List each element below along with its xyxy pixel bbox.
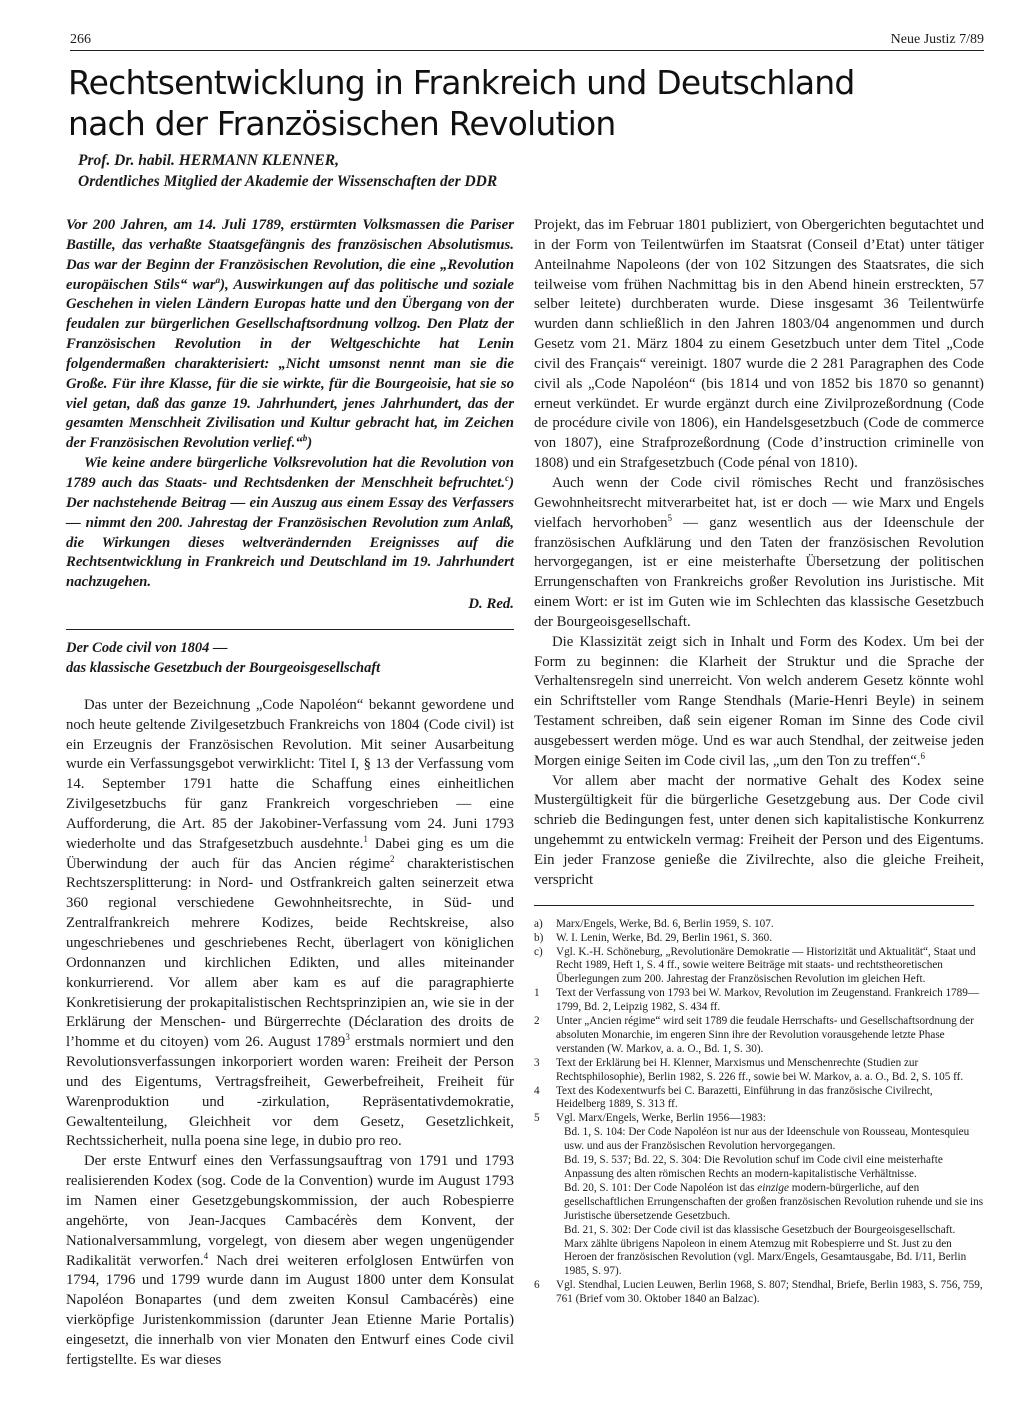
author-affiliation: Ordentliches Mitglied der Akademie der Wissenschaften der DDR xyxy=(78,173,498,190)
body-paragraph-5: Die Klassizität zeigt sich in Inhalt und Form des Kodex. Um bei der Form zu beginnen: die Klarheit der Struktur und die Sprache der Verhaltensregeln sind unerreicht. Von welch anderem Gesetz könnte wohl ein Schriftsteller vom Range Stendhals (Marie-Henri Beyle) in seinem Testament schreiben, daß sein eigener Roman im Sinne des Code civil ausgebessert werden möge. Und es war auch Stendhal, der zeitweise jeden Morgen einige Seiten im Code civil las, „um den Ton zu treffen“.$^6$ xyxy=(534,633,984,769)
footnote-2: 2 Unter „Ancien régime“ wird seit 1789 die feudale Herrschafts- und Gesellschaftsordnung der absoluten Monarchie, im engeren Sinn ihre der Revolution vorausgehende letzte Phase verstanden (W. Markov, a. a. O., Bd. 1, S. 30). xyxy=(534,1015,974,1055)
footnote-ref-5: 5 xyxy=(667,512,673,523)
editorial-intro xyxy=(66,216,514,615)
footnote-ref-1: 1 xyxy=(363,833,368,844)
footnote-ref-4: 4 xyxy=(203,1250,209,1261)
page-number: 266 xyxy=(70,32,91,47)
page-header xyxy=(70,28,984,50)
footnote-5-item: Bd. 20, S. 101: Der Code Napoléon ist das einzige modern-bürgerliche, auf den gesellschaftlichen Errungenschaften der großen französischen Revolution ruhende und sie ins Juristische übersetzende Gesetzbuch. xyxy=(564,1181,984,1222)
footnote-mark-b: b xyxy=(302,433,308,444)
section-rule xyxy=(66,629,514,630)
footnote-mark-a: a xyxy=(215,274,221,285)
footnote-6: 6 Vgl. Stendhal, Lucien Leuwen, Berlin 1968, S. 807; Stendhal, Briefe, Berlin 1983, S. 756, 759, 761 (Brief vom 30. Oktober 1840 an Balzac). xyxy=(534,1279,983,1306)
body-paragraph-1: Das unter der Bezeichnung „Code Napoléon“ bekannt gewordene und noch heute geltende Zivilgesetzbuch Frankreichs von 1804 (Code civil) ist ein Erzeugnis der Französischen Revolution. Mit seiner Ausarbeitung wurde ein Verfassungsgebot verwirklicht: Titel I, § 13 der Verfassung vom 14. September 1791 hatte die Schaffung eines einheitlichen Zivilgesetzbuchs für ganz Frankreich vorgeschrieben — eine Aufforderung, die Art. 85 der Jakobiner-Verfassung vom 24. Juni 1793 wiederholte und das Strafgesetzbuch ausdehnte.$^1$ Dabei ging es um die Überwindung der auch für das Ancien régime$^2$ charakteristischen Rechtszersplitterung: in Nord- und Ostfrankreich galten seinerzeit etwa 360 regional verschiedene Gewohnheitsrechte, in Süd- und Zentralfrankreich mehrere Kodizes, beide Rechtskreise, also ungeschriebenes und geschriebenes Recht, überlagert von königlichen Ordonnanzen und kirchlichen Edikten, und alles miteinander konkurrierend. Vor allem aber kam es auf die paragraphierte Konkretisierung der prokapitalistischen Rechtsprinzipien an, wie sie in der Erklärung der Menschen- und Bürgerrechte (Déclaration des droits de l’homme et du citoyen) vom 26. August 1789$^3$ erstmals normiert und den Revolutionsverfassungen inkorporiert worden waren: Freiheit der Person und des Eigentums, Vertragsfreiheit, Gewerbefreiheit, Freiheit für Warenproduktion und -zirkulation, Repräsentativdemokratie, Gewaltenteilung, Gleichheit vor dem Gesetz, Gesetzlichkeit, Rechtssicherheit, nulla poena sine lege, in dubio pro reo. xyxy=(66,696,514,1150)
title-line-1: Rechtsentwicklung in Frankreich und Deutschland xyxy=(68,63,855,102)
footnote-5-item: Bd. 21, S. 302: Der Code civil ist das klassische Gesetzbuch der Bourgeoisgesellschaft. xyxy=(564,1223,956,1236)
editor-signature: D. Red. xyxy=(468,596,514,613)
footnote-1: 1 Text der Verfassung von 1793 bei W. Markov, Revolution im Zeugenstand. Frankreich 1789—1799, Bd. 2, Leipzig 1982, S. 434 ff. xyxy=(534,987,980,1014)
footnote-c: c) Vgl. K.-H. Schöneburg, „Revolutionäre Demokratie — Historizität und Aktualität“, Staat und Recht 1989, Heft 1, S. 4 ff., sowie weitere Beiträge mit staats- und rechtstheoretischen Überlegungen zum 200. Jahrestag der Französischen Revolution im gleichen Heft. xyxy=(534,945,976,986)
footnote-ref-6: 6 xyxy=(920,750,925,761)
footnote-5-item: Bd. 1, S. 104: Der Code Napoléon ist nur aus der Ideenschule von Rousseau, Montesquieu usw. und aus der Französischen Revolution hervorgegangen. xyxy=(564,1126,970,1153)
footnote-b: b) W. I. Lenin, Werke, Bd. 29, Berlin 1961, S. 360. xyxy=(534,931,772,944)
intro-paragraph-1: Vor 200 Jahren, am 14. Juli 1789, erstürmten Volksmassen die Pariser Bastille, das verhaßte Staatsgefängnis des französischen Absolutismus. Das war der Beginn der Französischen Revolution, die eine „Revolution europäischen Stils“ war$^a$), Auswirkungen auf das politische und soziale Geschehen in vielen Ländern Europas hatte und den Übergang von der feudalen zur bürgerlichen Gesellschaftsordnung vollzog. Den Platz der Französischen Revolution in der Weltgeschichte hat Lenin folgendermaßen charakterisiert: „Nicht umsonst nennt man sie die Große. Für ihre Klasse, für die sie wirkte, für die Bourgeoisie, hat sie so viel getan, daß das ganze 19. Jahrhundert, jenes Jahrhundert, das der gesamten Menschheit Zivilisation und Kultur gebracht hat, im Zeichen der Französischen Revolution verlief.“$^b$) xyxy=(66,217,515,452)
body-paragraph-6: Vor allem aber macht der normative Gehalt des Kodex seine Mustergültigkeit für die bürgerliche Gesetzgebung aus. Der Code civil schrieb die Bedingungen fest, unter denen sich kapitalistische Konkurrenz ungehemmt zu entwickeln vermag: Freiheit der Person und des Eigentums. Ein jeder Franzose genieße die Zivilrechte, also die gleiche Freiheit, verspricht xyxy=(534,772,984,888)
body-paragraph-3: Projekt, das im Februar 1801 publiziert, von Obergerichten begutachtet und in der Form von Teilentwürfen im Staatsrat (Conseil d’Etat) unter tätiger Anteilnahme Napoleons (der von 102 Sitzungen des Staatsrates, die sich teilweise vom frühen Nachmittag bis in den Abend hinein erstreckten, 57 selber leitete) durchberaten wurde. Diese insgesamt 36 Teilentwürfe wurden dann schließlich in den Jahren 1803/04 angenommen und durch Gesetz vom 21. März 1804 zu einem Gesetzbuch unter dem Titel „Code civil des Français“ vereinigt. 1807 wurde die 2 281 Paragraphen des Code civil als „Code Napoléon“ (bis 1814 und von 1852 bis 1870 so genannt) erneut verkündet. Er wurde ergänzt durch eine Zivilprozeßordnung (Code de procédure civile von 1806), ein Handelsgesetzbuch (Code de commerce von 1807), eine Strafprozeßordnung (Code d’instruction criminelle von 1808) und ein Strafgesetzbuch (Code pénal von 1810). xyxy=(534,217,984,472)
footnote-rule xyxy=(534,905,974,906)
footnote-5-item: Bd. 19, S. 537; Bd. 22, S. 304: Die Revolution schuf im Code civil eine meisterhafte Anpassung des alten römischen Rechts an modern-kapitalistische Verhältnisse. xyxy=(564,1154,943,1180)
right-column xyxy=(534,216,984,1307)
author-block xyxy=(78,150,938,192)
title-line-2: nach der Französischen Revolution xyxy=(68,104,616,143)
footnote-5: 5 Vgl. Marx/Engels, Werke, Berlin 1956—1983: xyxy=(534,1112,766,1125)
article-title xyxy=(68,62,888,144)
footnote-a: a) Marx/Engels, Werke, Bd. 6, Berlin 1959, S. 107. xyxy=(534,917,774,930)
footnotes xyxy=(534,918,984,1307)
footnote-4: 4 Text des Kodexentwurfs bei C. Barazetti, Einführung in das französische Civilrecht, Heidelberg 1889, S. 313 ff. xyxy=(534,1084,933,1111)
header-rule xyxy=(70,50,984,51)
footnote-5-item: Marx zählte übrigens Napoleon in einem Atemzug mit Robespierre und St. Just zu den Heroen der französischen Revolution (vgl. Marx/Engels, Gesamtausgabe, Bd. I/11, Berlin 1985, S. 97). xyxy=(564,1237,967,1278)
footnote-mark-c: c xyxy=(505,473,510,484)
body-paragraph-2: Der erste Entwurf eines den Verfassungsauftrag von 1791 und 1793 realisierenden Kodex (sog. Code de la Convention) wurde im August 1793 im Namen einer Gesetzgebungskommission, der auch Robespierre angehörte, von Jean-Jacques Cambacérès dem Konvent, der Nationalversammlung, vorgelegt, von diesem aber wegen ungenügender Radikalität verworfen.$^4$ Nach drei weiteren erfolglosen Entwürfen von 1794, 1796 und 1799 wurde dann im August 1800 unter dem Konsulat Napoléon Bonapartes (und dem zweiten Konsul Cambacérès) eine vierköpfige Juristenkommission (darunter Jean Etienne Marie Portalis) eingesetzt, die innerhalb von vier Monaten den Entwurf eines Code civil fertigstellte. Es war dieses xyxy=(66,1153,514,1368)
intro-paragraph-2: Wie keine andere bürgerliche Volksrevolution hat die Revolution von 1789 auch das Staats- und Rechtsdenken der Menschheit befruchtet.$^c$) Der nachstehende Beitrag — ein Auszug aus einem Essay des Verfassers — nimmt den 200. Jahrestag der Französischen Revolution zum Anlaß, die Wirkungen dieses weltverändernden Ereignisses auf die Rechtsentwicklung in Frankreich und Deutschland im 19. Jahrhundert nachzugehen. xyxy=(66,455,514,591)
journal-issue: Neue Justiz 7/89 xyxy=(890,32,984,47)
left-column xyxy=(66,216,514,1371)
body-paragraph-4: Auch wenn der Code civil römisches Recht und französisches Gewohnheitsrecht mitverarbeitet hat, ist er doch — wie Marx und Engels vielfach hervorhoben$^5$ — ganz wesentlich aus der Ideenschule der französischen Aufklärung und den Taten der französischen Revolution hervorgegangen, ist er eine meisterhafte Übersetzung der politischen Errungenschaften von Frankreichs großer Revolution ins Juristische. Mit einem Wort: er ist im Guten wie im Schlechten das klassische Gesetzbuch der Bourgeoisgesellschaft. xyxy=(534,474,984,630)
footnote-3: 3 Text der Erklärung bei H. Klenner, Marxismus und Menschenrechte (Studien zur Rechtsphilosophie), Berlin 1982, S. 226 ff., sowie bei W. Markov, a. a. O., Bd. 2, S. 105 ff. xyxy=(534,1056,964,1083)
section-heading: Der Code civil von 1804 — das klassische Gesetzbuch der Bourgeoisgesellschaft xyxy=(66,639,381,676)
footnote-ref-2: 2 xyxy=(390,853,395,864)
author-name: Prof. Dr. habil. HERMANN KLENNER, xyxy=(78,152,339,169)
footnote-ref-3: 3 xyxy=(345,1032,350,1043)
